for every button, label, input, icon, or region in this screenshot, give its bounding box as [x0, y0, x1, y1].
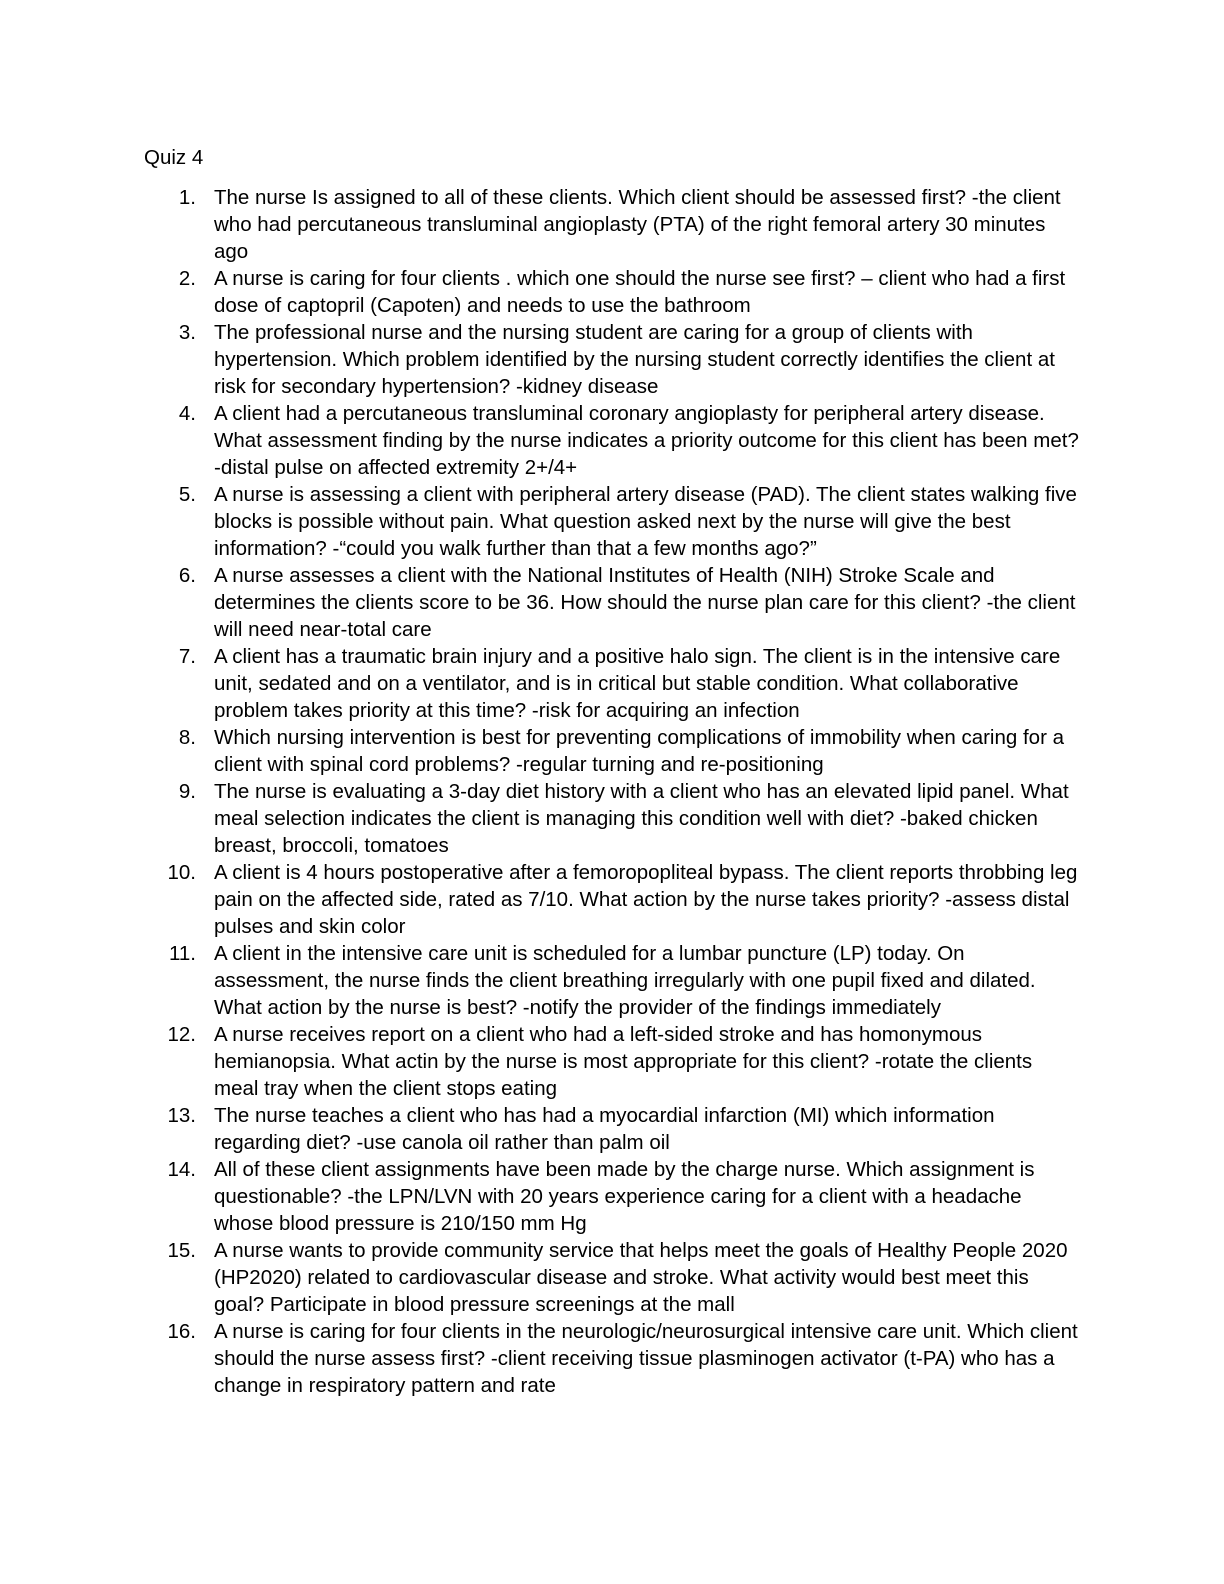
- list-item: [144, 1102, 1080, 1156]
- list-item: [144, 940, 1080, 1021]
- item-text: A nurse assesses a client with the National Institutes of Health (NIH) Stroke Scale and determines the clients score to be 36. How should the nurse plan care for this client? -the client will need near-total care: [214, 564, 1076, 641]
- list-item: [144, 562, 1080, 643]
- item-text: A nurse wants to provide community service that helps meet the goals of Healthy People 2020 (HP2020) related to cardiovascular disease and stroke. What activity would best meet this goal? Participate in blood pressure screenings at the mall: [214, 1239, 1068, 1316]
- item-number: 13.: [167, 1104, 196, 1127]
- item-number: 15.: [167, 1239, 196, 1262]
- item-text: A client had a percutaneous transluminal coronary angioplasty for peripheral artery disease. What assessment finding by the nurse indicates a priority outcome for this client has been met? -distal pulse on affected extremity 2+/4+: [214, 402, 1079, 479]
- list-item: [144, 400, 1080, 481]
- item-number: 4.: [178, 402, 196, 425]
- item-text: A client in the intensive care unit is scheduled for a lumbar puncture (LP) today. On assessment, the nurse finds the client breathing irregularly with one pupil fixed and dilated. What action by the nurse is best? -notify the provider of the findings immediately: [214, 942, 1036, 1019]
- item-text: The nurse teaches a client who has had a myocardial infarction (MI) which information regarding diet? -use canola oil rather than palm oil: [214, 1104, 995, 1154]
- list-item: [144, 1021, 1080, 1102]
- item-text: A client has a traumatic brain injury and a positive halo sign. The client is in the intensive care unit, sedated and on a ventilator, and is in critical but stable condition. What collaborative problem takes priority at this time? -risk for acquiring an infection: [214, 645, 1061, 722]
- list-item: [144, 724, 1080, 778]
- item-number: 8.: [178, 726, 196, 749]
- item-text: The nurse is evaluating a 3-day diet history with a client who has an elevated lipid panel. What meal selection indicates the client is managing this condition well with diet? -baked chicken breast, broccoli, tomatoes: [214, 780, 1069, 857]
- item-text: A nurse is caring for four clients . which one should the nurse see first? – client who had a first dose of captopril (Capoten) and needs to use the bathroom: [214, 267, 1066, 317]
- list-item: [144, 184, 1080, 265]
- item-number: 16.: [167, 1320, 196, 1343]
- item-number: 2.: [178, 267, 196, 290]
- list-item: [144, 1156, 1080, 1237]
- document-title: Quiz 4: [144, 146, 204, 169]
- list-item: [144, 319, 1080, 400]
- item-number: 11.: [169, 942, 196, 965]
- item-number: 5.: [178, 483, 196, 506]
- list-item: [144, 265, 1080, 319]
- list-item: [144, 1318, 1080, 1399]
- item-number: 7.: [178, 645, 196, 668]
- item-text: A nurse is caring for four clients in the neurologic/neurosurgical intensive care unit. Which client should the nurse assess first? -client receiving tissue plasminogen activator (t-PA) who has a change in respiratory pattern and rate: [214, 1320, 1078, 1397]
- item-text: All of these client assignments have been made by the charge nurse. Which assignment is questionable? -the LPN/LVN with 20 years experience caring for a client with a headache whose blood pressure is 210/150 mm Hg: [214, 1158, 1035, 1235]
- item-text: The nurse Is assigned to all of these clients. Which client should be assessed first? -the client who had percutaneous transluminal angioplasty (PTA) of the right femoral artery 30 minutes ago: [214, 186, 1061, 263]
- item-text: A nurse receives report on a client who had a left-sided stroke and has homonymous hemianopsia. What actin by the nurse is most appropriate for this client? -rotate the clients meal tray when the client stops eating: [214, 1023, 1033, 1100]
- list-item: [144, 1237, 1080, 1318]
- item-number: 9.: [178, 780, 196, 803]
- item-number: 12.: [167, 1023, 196, 1046]
- item-text: Which nursing intervention is best for preventing complications of immobility when caring for a client with spinal cord problems? -regular turning and re-positioning: [214, 726, 1064, 776]
- item-text: A nurse is assessing a client with peripheral artery disease (PAD). The client states walking five blocks is possible without pain. What question asked next by the nurse will give the best information? -“could you walk further than that a few months ago?”: [214, 483, 1077, 560]
- item-number: 3.: [178, 321, 196, 344]
- item-number: 14.: [167, 1158, 196, 1181]
- item-text: The professional nurse and the nursing student are caring for a group of clients with hypertension. Which problem identified by the nursing student correctly identifies the client at risk for secondary hypertension? -kidney disease: [214, 321, 1055, 398]
- list-item: [144, 778, 1080, 859]
- item-number: 1.: [178, 186, 196, 209]
- item-number: 10.: [167, 861, 196, 884]
- list-item: [144, 481, 1080, 562]
- item-text: A client is 4 hours postoperative after a femoropopliteal bypass. The client reports throbbing leg pain on the affected side, rated as 7/10. What action by the nurse takes priority? -assess distal pulses and skin color: [214, 861, 1078, 938]
- quiz-question-list: [144, 184, 1080, 1399]
- list-item: [144, 859, 1080, 940]
- item-number: 6.: [178, 564, 196, 587]
- list-item: [144, 643, 1080, 724]
